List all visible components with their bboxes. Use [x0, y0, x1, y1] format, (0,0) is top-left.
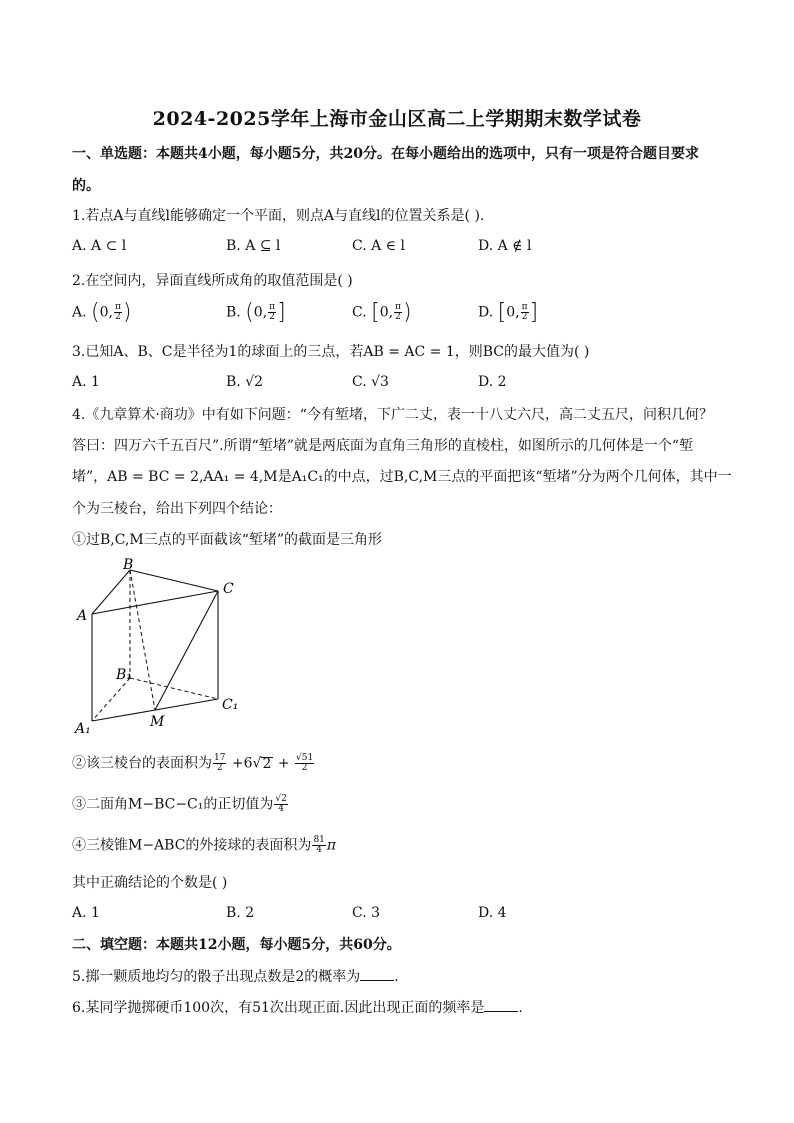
q4-line3: 堵”，AB = BC = 2,AA₁ = 4,M是A₁C₁的中点，过B,C,M三点的平面把该“堑堵”分为两个几何体，其中一 — [72, 469, 732, 485]
figure-label-m: M — [150, 714, 165, 730]
figure-label-a1: A₁ — [75, 721, 91, 737]
q5-stem: 5.掷一颗质地均匀的骰子出现点数是2的概率为 — [72, 969, 361, 985]
q4-option-a: A. 1 — [72, 905, 100, 921]
prism-figure — [72, 553, 252, 738]
q2-option-c: C. [0, $\frac{\pi}{2}$ ) — [352, 300, 412, 325]
q2-option-b-label: B. — [226, 304, 241, 321]
q2-options — [72, 300, 732, 328]
figure-label-a: A — [77, 608, 88, 624]
q4-conclusion-3: ③二面角M−BC−C₁的正切值为 $\frac{√2}{4}$ — [72, 794, 287, 814]
q2-option-d: D. [0, $\frac{\pi}{2}$ ] — [478, 300, 539, 325]
q2-zero: 0, — [99, 304, 113, 321]
q4-options — [72, 905, 732, 925]
q6: 6.某同学抛掷硬币100次，有51次出现正面.因此出现正面的频率是 . — [72, 1000, 523, 1016]
q3-option-c: C. √3 — [352, 374, 389, 390]
figure-label-c: C — [223, 581, 234, 597]
q1-stem: 1.若点A与直线l能够确定一个平面，则点A与直线l的位置关系是( ). — [72, 208, 485, 224]
q2-option-a-label: A. — [72, 304, 87, 321]
figure-label-b: B — [123, 557, 134, 573]
q3-option-d: D. 2 — [478, 374, 507, 390]
q4-conclusion-4: ④三棱锥M−ABC的外接球的表面积为 $\frac{81}{4}$ π — [72, 835, 337, 855]
q2-option-d-label: D. — [478, 304, 494, 321]
q4-conclusion-1: ①过B,C,M三点的平面截该“堑堵”的截面是三角形 — [72, 532, 383, 548]
q3-stem: 3.已知A、B、C是半径为1的球面上的三点，若AB = AC = 1，则BC的最大值为( ) — [72, 344, 590, 360]
q3-option-a: A. 1 — [72, 374, 100, 390]
q3-options — [72, 374, 732, 394]
q1-option-b: B. A ⊆ l — [226, 238, 281, 254]
q4-line1: 4.《九章算术·商功》中有如下问题：“今有堑堵，下广二丈，表一十八丈六尺，高二丈五尺，问积几何？ — [72, 407, 713, 423]
q4-option-d: D. 4 — [478, 905, 507, 921]
q2-option-a: A. (0, $\frac{\pi}{2}$ ) — [72, 300, 132, 325]
section1-header: 一、单选题：本题共4小题，每小题5分，共20分。在每小题给出的选项中，只有一项是符合题目要求 — [72, 146, 699, 162]
q5: 5.掷一颗质地均匀的骰子出现点数是2的概率为 . — [72, 969, 399, 985]
q6-blank — [484, 999, 518, 1012]
q4-conclusion-2: ②该三棱台的表面积为 $\frac{17}{2}$ +6√2 + $\frac{√51}{2}$ — [72, 753, 314, 773]
q2-two: 2 — [115, 312, 121, 322]
q6-stem: 6.某同学抛掷硬币100次，有51次出现正面.因此出现正面的频率是 — [72, 1000, 485, 1016]
q2-pi: π — [114, 302, 121, 312]
page-title: 2024-2025学年上海市金山区高二上学期期末数学试卷 — [152, 108, 642, 130]
figure-label-b1: B₁ — [116, 667, 132, 683]
q2-stem: 2.在空间内，异面直线所成角的取值范围是( ) — [72, 273, 353, 289]
q4-option-b: B. 2 — [226, 905, 255, 921]
figure-label-c1: C₁ — [222, 697, 239, 713]
q1-options — [72, 238, 732, 258]
q4-line2: 答曰：四万六千五百尺”.所谓“堑堵”就是两底面为直角三角形的直棱柱，如图所示的几何体是一个“堑 — [72, 438, 694, 454]
q1-option-a: A. A ⊂ l — [72, 238, 127, 254]
q4-option-c: C. 3 — [352, 905, 381, 921]
q4-ask: 其中正确结论的个数是( ) — [72, 875, 228, 891]
q4-line4: 个为三棱台，给出下列四个结论： — [72, 501, 282, 517]
q2-option-b: B. (0, $\frac{\pi}{2}$ ] — [226, 300, 286, 325]
q1-option-d: D. A ∉ l — [478, 238, 532, 254]
q1-option-c: C. A ∈ l — [352, 238, 405, 254]
q2-option-c-label: C. — [352, 304, 367, 321]
q5-blank — [360, 968, 394, 981]
q3-option-b: B. √2 — [226, 374, 264, 390]
section1-header-cont: 的。 — [72, 178, 100, 194]
section2-header: 二、填空题：本题共12小题，每小题5分，共60分。 — [72, 937, 401, 953]
